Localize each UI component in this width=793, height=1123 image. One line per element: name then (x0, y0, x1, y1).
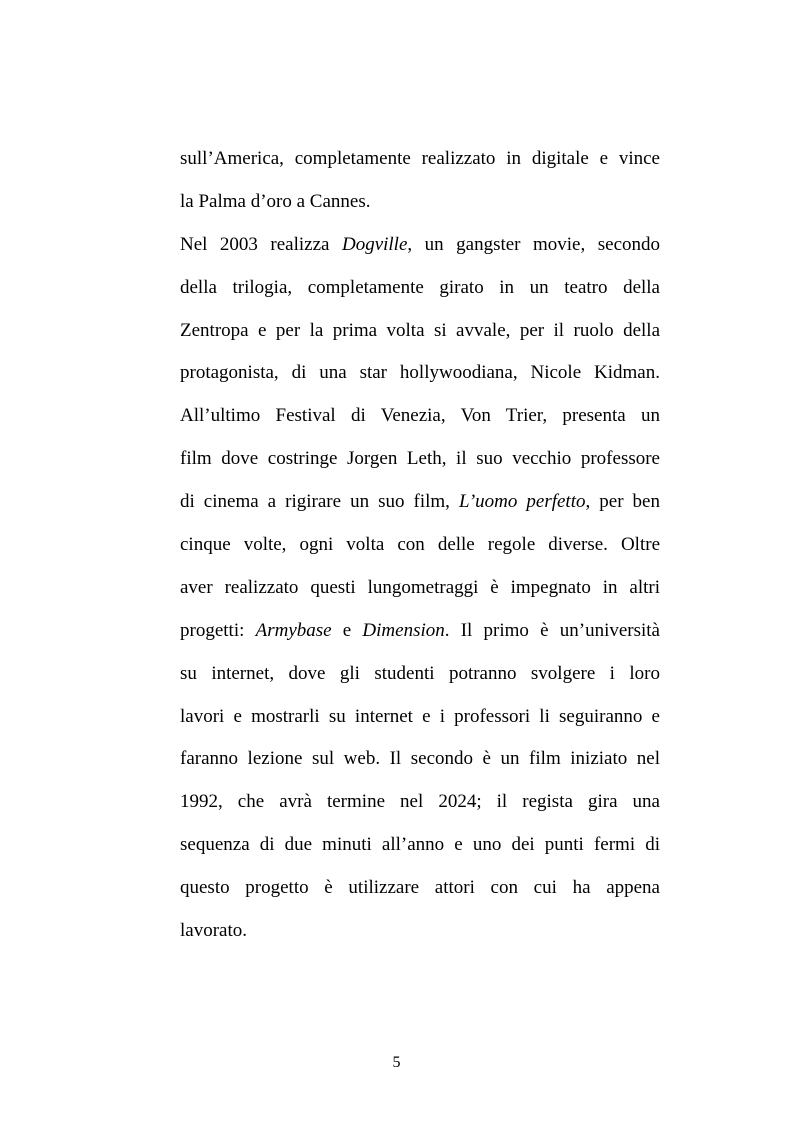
text-run: progetti: (180, 619, 256, 641)
text-run: All’ultimo Festival di Venezia, Von Trier, presenta un (180, 405, 660, 427)
text-line (180, 138, 660, 181)
text-run: protagonista, di una star hollywoodiana, Nicole Kidman. (180, 362, 660, 384)
text-run: cinque volte, ogni volta con delle regole diverse. Oltre (180, 534, 660, 556)
text-run: la Palma d’oro a Cannes. (180, 190, 371, 212)
italic-title: Dogville (341, 233, 408, 255)
text-line (180, 696, 660, 739)
text-line (180, 524, 660, 567)
text-run: , un gangster movie, secondo (407, 233, 660, 255)
text-line (180, 310, 660, 353)
text-run: film dove costringe Jorgen Leth, il suo vecchio professore (180, 448, 660, 470)
text-line (180, 267, 660, 310)
italic-title: Dimension (362, 619, 445, 641)
text-run: Zentropa e per la prima volta si avvale, per il ruolo della (180, 319, 660, 341)
text-line (180, 738, 660, 781)
text-line (180, 653, 660, 696)
text-run: sequenza di due minuti all’anno e uno dei punti fermi di (180, 834, 660, 856)
text-line (180, 438, 660, 481)
text-line (180, 181, 660, 224)
text-line (180, 867, 660, 910)
text-run: di cinema a rigirare un suo film, (180, 491, 459, 513)
text-line (180, 352, 660, 395)
text-line (180, 610, 660, 653)
text-run: lavorato. (180, 920, 248, 942)
text-run: e (331, 619, 363, 641)
text-run: questo progetto è utilizzare attori con cui ha appena (180, 877, 660, 899)
text-line (180, 567, 660, 610)
text-run: sull’America, completamente realizzato in digitale e vince (180, 148, 660, 169)
text-line (180, 481, 660, 524)
text-run: della trilogia, completamente girato in un teatro della (180, 276, 660, 298)
text-run: su internet, dove gli studenti potranno svolgere i loro (180, 662, 660, 684)
page-number: 5 (392, 1054, 401, 1071)
body-text (180, 138, 660, 953)
text-run: lavori e mostrarli su internet e i professori li seguiranno e (180, 705, 660, 727)
italic-title: Armybase (255, 619, 332, 641)
text-line (180, 224, 660, 267)
text-run: faranno lezione sul web. Il secondo è un film iniziato nel (180, 748, 660, 770)
text-run: aver realizzato questi lungometraggi è impegnato in altri (180, 576, 660, 598)
text-line (180, 824, 660, 867)
text-line (180, 395, 660, 438)
text-line (180, 910, 660, 953)
text-run: . Il primo è un’università (444, 619, 660, 641)
text-run: Nel 2003 realizza (180, 233, 342, 255)
text-line (180, 781, 660, 824)
text-run: 1992, che avrà termine nel 2024; il regista gira una (180, 791, 660, 813)
text-run: , per ben (585, 491, 660, 513)
italic-title: L’uomo perfetto (458, 491, 586, 513)
